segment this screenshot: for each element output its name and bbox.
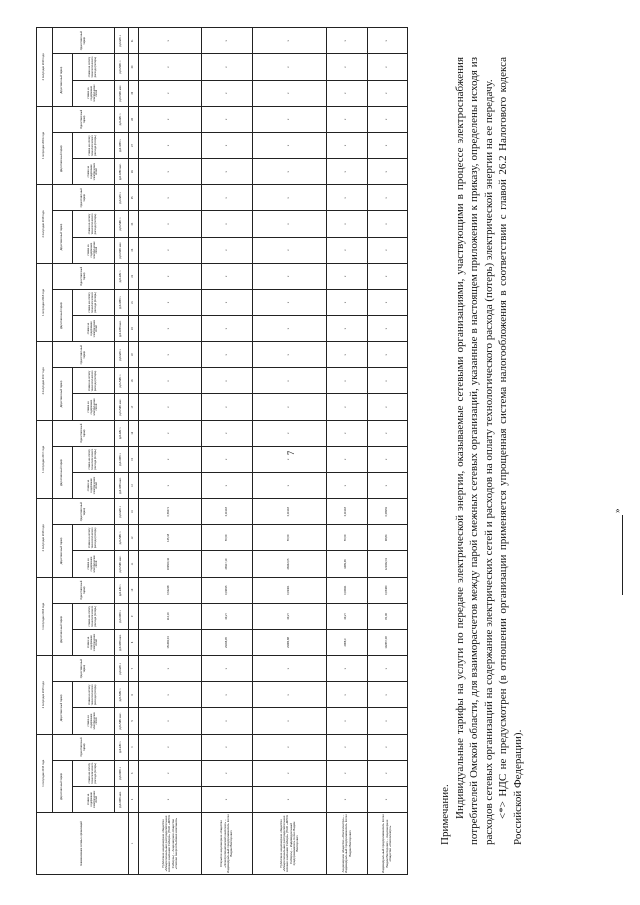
- table-cell: 0,00821: [327, 577, 367, 603]
- table-cell: х: [367, 185, 407, 211]
- losses-rate-header: ставка на оплату технологического расхода (потерь): [73, 368, 115, 394]
- table-cell: х: [327, 237, 367, 263]
- two-part-tariff-header: Двухставочный тариф: [53, 368, 73, 420]
- maintenance-rate-header: ставка за содержание электрических сетей: [73, 316, 115, 342]
- table-cell: х: [201, 106, 253, 132]
- column-number: 6: [129, 682, 139, 708]
- single-tariff-header: Одноставочный тариф: [53, 263, 115, 289]
- column-number: 27: [129, 132, 139, 158]
- table-cell: 0,52228: [139, 577, 202, 603]
- table-cell: 23984,88: [253, 629, 327, 655]
- table-cell: х: [139, 211, 202, 237]
- table-cell: 3489,46: [327, 551, 367, 577]
- table-cell: х: [139, 263, 202, 289]
- table-cell: х: [201, 342, 253, 368]
- table-cell: х: [201, 54, 253, 80]
- table-cell: 121062,01: [367, 551, 407, 577]
- table-cell: 55,59: [201, 525, 253, 551]
- column-number: 5: [129, 708, 139, 734]
- table-cell: х: [327, 760, 367, 786]
- period-header: 1 полугодие 2018 года: [37, 263, 53, 341]
- page-number: 7: [286, 450, 296, 456]
- column-number: 16: [129, 420, 139, 446]
- table-cell: х: [201, 368, 253, 394]
- two-part-tariff-header: Двухставочный тариф: [53, 446, 73, 498]
- two-part-tariff-header: Двухставочный тариф: [53, 603, 73, 655]
- table-row: [327, 28, 367, 875]
- header-row-tariff-kind: [53, 28, 73, 875]
- table-cell: х: [201, 472, 253, 498]
- organization-name: Публичное акционерное общество «Межрегиональная распределительная сетевая компания Сибири» (ПАО «МРСК Сибири») – Индивидуальный предприниматель Копко Вадим Викторович: [253, 813, 327, 875]
- column-number: 22: [129, 263, 139, 289]
- table-cell: х: [327, 786, 367, 812]
- table-cell: х: [253, 159, 327, 185]
- table-cell: х: [253, 708, 327, 734]
- organization-name: Индивидуальный предприниматель Копко Вадим Викторович – Акционерное общество «Омскэлектро»: [367, 813, 407, 875]
- table-cell: х: [139, 472, 202, 498]
- table-cell: х: [201, 786, 253, 812]
- two-part-tariff-header: Двухставочный тариф: [53, 54, 73, 106]
- table-cell: х: [201, 289, 253, 315]
- column-number: 21: [129, 289, 139, 315]
- column-number: 2: [129, 786, 139, 812]
- unit-mwh-header: руб./МВт·ч: [115, 446, 129, 472]
- table-cell: х: [201, 734, 253, 760]
- period-header: 1 полугодие 2016 года: [37, 577, 53, 655]
- table-cell: х: [367, 394, 407, 420]
- table-cell: х: [327, 80, 367, 106]
- table-cell: х: [139, 420, 202, 446]
- table-cell: х: [201, 420, 253, 446]
- table-cell: х: [201, 159, 253, 185]
- table-cell: х: [253, 394, 327, 420]
- table-cell: 0,56471: [139, 499, 202, 525]
- unit-kwh-header: руб./кВт·ч: [115, 263, 129, 289]
- table-cell: х: [367, 786, 407, 812]
- table-cell: х: [327, 132, 367, 158]
- single-tariff-header: Одноставочный тариф: [53, 342, 115, 368]
- table-cell: х: [253, 80, 327, 106]
- table-cell: х: [253, 132, 327, 158]
- table-cell: 55,59: [253, 525, 327, 551]
- unit-kwh-header: руб./кВт·ч: [115, 656, 129, 682]
- table-cell: х: [201, 185, 253, 211]
- header-row-units: [115, 28, 129, 875]
- table-cell: х: [327, 682, 367, 708]
- unit-mw-header: руб./МВт·мес.: [115, 472, 129, 498]
- unit-mwh-header: руб./МВт·ч: [115, 211, 129, 237]
- table-cell: 49,27: [327, 603, 367, 629]
- table-cell: х: [367, 28, 407, 54]
- table-cell: х: [253, 54, 327, 80]
- losses-rate-header: ставка на оплату технологического расхода (потерь): [73, 446, 115, 472]
- period-header: 2 полугодие 2019 года: [37, 28, 53, 107]
- table-cell: х: [139, 368, 202, 394]
- maintenance-rate-header: ставка за содержание электрических сетей: [73, 394, 115, 420]
- table-cell: х: [367, 472, 407, 498]
- column-number: 28: [129, 106, 139, 132]
- table-cell: х: [253, 734, 327, 760]
- column-number: 19: [129, 342, 139, 368]
- table-cell: х: [139, 106, 202, 132]
- column-number: 24: [129, 211, 139, 237]
- table-cell: 81,06: [367, 603, 407, 629]
- table-cell: х: [327, 472, 367, 498]
- table-cell: х: [139, 80, 202, 106]
- table-cell: х: [139, 708, 202, 734]
- table-cell: х: [367, 708, 407, 734]
- column-number-row: [129, 28, 139, 875]
- unit-mwh-header: руб./МВт·ч: [115, 603, 129, 629]
- maintenance-rate-header: ставка за содержание электрических сетей: [73, 551, 115, 577]
- column-number: 1: [129, 813, 139, 875]
- table-cell: х: [201, 263, 253, 289]
- table-cell: х: [327, 342, 367, 368]
- unit-kwh-header: руб./кВт·ч: [115, 106, 129, 132]
- table-cell: х: [367, 289, 407, 315]
- table-cell: х: [253, 760, 327, 786]
- table-cell: х: [253, 420, 327, 446]
- column-number: 9: [129, 603, 139, 629]
- single-tariff-header: Одноставочный тариф: [53, 499, 115, 525]
- two-part-tariff-header: Двухставочный тариф: [53, 760, 73, 812]
- table-cell: х: [139, 237, 202, 263]
- table-cell: 145,18: [139, 525, 202, 551]
- table-cell: х: [327, 420, 367, 446]
- table-cell: х: [367, 211, 407, 237]
- table-cell: х: [367, 263, 407, 289]
- unit-kwh-header: руб./кВт·ч: [115, 499, 129, 525]
- table-cell: 49,27: [253, 603, 327, 629]
- table-cell: х: [327, 263, 367, 289]
- table-cell: 28242,05: [253, 551, 327, 577]
- maintenance-rate-header: ставка за содержание электрических сетей: [73, 786, 115, 812]
- unit-mw-header: руб./МВт·мес.: [115, 708, 129, 734]
- table-cell: х: [253, 342, 327, 368]
- losses-rate-header: ставка на оплату технологического расхода (потерь): [73, 54, 115, 80]
- unit-mwh-header: руб./МВт·ч: [115, 54, 129, 80]
- tariff-table-container: [36, 27, 408, 875]
- table-cell: 0,05460: [367, 577, 407, 603]
- unit-mwh-header: руб./МВт·ч: [115, 132, 129, 158]
- unit-mw-header: руб./МВт·мес.: [115, 629, 129, 655]
- table-cell: х: [253, 446, 327, 472]
- unit-kwh-header: руб./кВт·ч: [115, 185, 129, 211]
- single-tariff-header: Одноставочный тариф: [53, 734, 115, 760]
- column-number: 12: [129, 525, 139, 551]
- table-cell: 0,06953: [367, 499, 407, 525]
- column-number: 17: [129, 394, 139, 420]
- table-cell: 0,09815: [201, 577, 253, 603]
- table-cell: х: [253, 682, 327, 708]
- table-cell: х: [253, 263, 327, 289]
- table-cell: х: [327, 185, 367, 211]
- losses-rate-header: ставка на оплату технологического расхода (потерь): [73, 525, 115, 551]
- table-cell: х: [201, 211, 253, 237]
- table-cell: х: [201, 237, 253, 263]
- table-cell: х: [139, 342, 202, 368]
- table-cell: х: [367, 760, 407, 786]
- unit-kwh-header: руб./кВт·ч: [115, 577, 129, 603]
- unit-mwh-header: руб./МВт·ч: [115, 525, 129, 551]
- maintenance-rate-header: ставка за содержание электрических сетей: [73, 472, 115, 498]
- closing-rule: [622, 515, 623, 595]
- unit-kwh-header: руб./кВт·ч: [115, 420, 129, 446]
- table-cell: х: [327, 159, 367, 185]
- table-cell: 114,19: [139, 603, 202, 629]
- table-cell: х: [139, 159, 202, 185]
- table-cell: х: [139, 185, 202, 211]
- table-cell: х: [327, 289, 367, 315]
- column-number: 23: [129, 237, 139, 263]
- unit-mwh-header: руб./МВт·ч: [115, 289, 129, 315]
- table-cell: х: [327, 211, 367, 237]
- column-number: 11: [129, 551, 139, 577]
- table-cell: х: [327, 734, 367, 760]
- table-cell: х: [367, 342, 407, 368]
- table-cell: х: [201, 446, 253, 472]
- losses-rate-header: ставка на оплату технологического расхода (потерь): [73, 132, 115, 158]
- maintenance-rate-header: ставка за содержание электрических сетей: [73, 80, 115, 106]
- table-cell: х: [253, 289, 327, 315]
- column-number: 25: [129, 185, 139, 211]
- table-cell: х: [367, 734, 407, 760]
- losses-rate-header: ставка на оплату технологического расхода (потерь): [73, 211, 115, 237]
- unit-mw-header: руб./МВт·мес.: [115, 551, 129, 577]
- table-cell: х: [253, 656, 327, 682]
- table-cell: 0,11318: [253, 499, 327, 525]
- period-header: 2 полугодие 2015 года: [37, 656, 53, 734]
- table-cell: х: [367, 159, 407, 185]
- period-header: 1 полугодие 2017 года: [37, 420, 53, 498]
- two-part-tariff-header: Двухставочный тариф: [53, 289, 73, 341]
- column-number: 7: [129, 656, 139, 682]
- unit-kwh-header: руб./кВт·ч: [115, 28, 129, 54]
- losses-rate-header: ставка на оплату технологического расхода (потерь): [73, 603, 115, 629]
- unit-kwh-header: руб./кВт·ч: [115, 342, 129, 368]
- single-tariff-header: Одноставочный тариф: [53, 28, 115, 54]
- table-cell: 55,59: [327, 525, 367, 551]
- unit-kwh-header: руб./кВт·ч: [115, 734, 129, 760]
- table-row: [253, 28, 327, 875]
- organization-name: Публичное акционерное общество «Межрегиональная распределительная сетевая компания Сибири» (ПАО «МРСК Сибири») – Акционерное общество «Омская энергосбытовая компания»: [139, 813, 202, 875]
- notes-paragraph-2: <*> НДС не предусмотрен (в отношении организации применяется упрощенная система налогообложения в соответствии с главой 26.2 Налогового кодекса Российской Федерации).: [497, 57, 524, 845]
- table-cell: х: [253, 472, 327, 498]
- period-header: 2 полугодие 2018 года: [37, 185, 53, 263]
- table-cell: х: [367, 682, 407, 708]
- table-cell: 102657,08: [367, 629, 407, 655]
- table-cell: х: [327, 708, 367, 734]
- table-cell: х: [367, 106, 407, 132]
- organization-name: Акционерное общество «Омскэлектро» – Индивидуальный предприниматель Копко Вадим Викторович: [327, 813, 367, 875]
- table-cell: х: [367, 656, 407, 682]
- table-cell: х: [253, 185, 327, 211]
- single-tariff-header: Одноставочный тариф: [53, 420, 115, 446]
- single-tariff-header: Одноставочный тариф: [53, 106, 115, 132]
- table-cell: х: [367, 132, 407, 158]
- table-cell: х: [201, 708, 253, 734]
- table-cell: х: [201, 656, 253, 682]
- table-cell: х: [327, 446, 367, 472]
- table-cell: х: [327, 394, 367, 420]
- table-cell: х: [139, 682, 202, 708]
- column-number: 8: [129, 629, 139, 655]
- column-number: 30: [129, 54, 139, 80]
- table-cell: х: [139, 28, 202, 54]
- table-cell: х: [253, 211, 327, 237]
- notes-heading: Примечание.: [439, 784, 451, 845]
- table-cell: х: [253, 368, 327, 394]
- table-cell: х: [139, 54, 202, 80]
- column-number: 13: [129, 499, 139, 525]
- column-number: 26: [129, 159, 139, 185]
- table-cell: 151482,04: [139, 629, 202, 655]
- single-tariff-header: Одноставочный тариф: [53, 577, 115, 603]
- table-cell: х: [327, 54, 367, 80]
- table-cell: 2968,3: [327, 629, 367, 655]
- unit-mwh-header: руб./МВт·ч: [115, 760, 129, 786]
- table-cell: х: [139, 656, 202, 682]
- table-cell: 28317,19: [201, 551, 253, 577]
- period-header: 2 полугодие 2016 года: [37, 499, 53, 577]
- table-cell: х: [253, 316, 327, 342]
- table-cell: х: [367, 237, 407, 263]
- table-cell: 98,84: [367, 525, 407, 551]
- losses-rate-header: ставка на оплату технологического расхода (потерь): [73, 682, 115, 708]
- table-cell: х: [201, 132, 253, 158]
- column-number: 14: [129, 472, 139, 498]
- losses-rate-header: ставка на оплату технологического расхода (потерь): [73, 760, 115, 786]
- unit-mw-header: руб./МВт·мес.: [115, 80, 129, 106]
- table-cell: 23336,95: [201, 629, 253, 655]
- column-number: 4: [129, 734, 139, 760]
- table-cell: х: [253, 28, 327, 54]
- column-number: 3: [129, 760, 139, 786]
- header-row-periods: [37, 28, 53, 875]
- table-cell: х: [139, 760, 202, 786]
- table-cell: х: [327, 368, 367, 394]
- table-cell: 49,27: [201, 603, 253, 629]
- two-part-tariff-header: Двухставочный тариф: [53, 682, 73, 734]
- organization-name: Открытое акционерное общество «Электротехнический комплекс» – Индивидуальный предприниматель Копко Вадим Викторович: [201, 813, 253, 875]
- table-cell: х: [139, 132, 202, 158]
- maintenance-rate-header: ставка за содержание электрических сетей: [73, 159, 115, 185]
- table-cell: х: [201, 28, 253, 54]
- period-header: 2 полугодие 2017 года: [37, 342, 53, 420]
- notes-section: [438, 57, 525, 845]
- table-cell: х: [367, 446, 407, 472]
- table-cell: х: [139, 316, 202, 342]
- table-cell: х: [327, 656, 367, 682]
- period-header: 1 полугодие 2019 года: [37, 106, 53, 184]
- period-header: 1 полугодие 2015 года: [37, 734, 53, 812]
- table-cell: х: [201, 80, 253, 106]
- unit-mw-header: руб./МВт·мес.: [115, 316, 129, 342]
- table-cell: х: [201, 394, 253, 420]
- unit-mw-header: руб./МВт·мес.: [115, 159, 129, 185]
- two-part-tariff-header: Двухставочный тариф: [53, 132, 73, 184]
- table-cell: х: [367, 80, 407, 106]
- table-cell: 199500,42: [139, 551, 202, 577]
- closing-quote-mark: »: [612, 508, 622, 513]
- maintenance-rate-header: ставка за содержание электрических сетей: [73, 708, 115, 734]
- table-cell: х: [367, 368, 407, 394]
- table-cell: х: [367, 316, 407, 342]
- table-cell: 0,09401: [253, 577, 327, 603]
- table-cell: х: [201, 682, 253, 708]
- unit-mw-header: руб./МВт·мес.: [115, 786, 129, 812]
- table-cell: х: [327, 106, 367, 132]
- org-column-header: Наименование сетевых организаций: [37, 813, 129, 875]
- tariff-table: [36, 27, 408, 875]
- losses-rate-header: ставка на оплату технологического расхода (потерь): [73, 289, 115, 315]
- column-number: 29: [129, 80, 139, 106]
- table-cell: х: [201, 316, 253, 342]
- two-part-tariff-header: Двухставочный тариф: [53, 525, 73, 577]
- column-number: 20: [129, 316, 139, 342]
- unit-mw-header: руб./МВт·мес.: [115, 394, 129, 420]
- table-cell: х: [367, 420, 407, 446]
- table-cell: х: [139, 786, 202, 812]
- table-cell: х: [139, 446, 202, 472]
- table-cell: х: [253, 237, 327, 263]
- table-cell: х: [253, 786, 327, 812]
- table-cell: х: [139, 394, 202, 420]
- table-row: [201, 28, 253, 875]
- table-cell: х: [327, 28, 367, 54]
- table-cell: х: [367, 54, 407, 80]
- table-row: [139, 28, 202, 875]
- column-number: 10: [129, 577, 139, 603]
- table-cell: 0,11318: [201, 499, 253, 525]
- notes-paragraph-1: Индивидуальные тарифы на услуги по передаче электрической энергии, оказываемые сетевыми организациями, участвующими в процессе электроснабжения потребителей Омской области, для взаиморасчетов между парой смежных сетевых организаций, указанные в настоящем приложении к приказу, определены исходя из расходов сетевых организаций на содержание электрических сетей и расходов на оплату технологического расхода (потерь) электрической энергии на ее передачу.: [453, 57, 495, 845]
- table-cell: 0,11318: [327, 499, 367, 525]
- unit-mwh-header: руб./МВт·ч: [115, 682, 129, 708]
- table-cell: х: [139, 289, 202, 315]
- maintenance-rate-header: ставка за содержание электрических сетей: [73, 237, 115, 263]
- single-tariff-header: Одноставочный тариф: [53, 185, 115, 211]
- table-cell: х: [139, 734, 202, 760]
- column-number: 18: [129, 368, 139, 394]
- table-row: [367, 28, 407, 875]
- single-tariff-header: Одноставочный тариф: [53, 656, 115, 682]
- maintenance-rate-header: ставка за содержание электрических сетей: [73, 629, 115, 655]
- table-cell: х: [201, 760, 253, 786]
- table-cell: х: [327, 316, 367, 342]
- column-number: 31: [129, 28, 139, 54]
- unit-mwh-header: руб./МВт·ч: [115, 368, 129, 394]
- table-cell: х: [253, 106, 327, 132]
- two-part-tariff-header: Двухставочный тариф: [53, 211, 73, 263]
- column-number: 15: [129, 446, 139, 472]
- unit-mw-header: руб./МВт·мес.: [115, 237, 129, 263]
